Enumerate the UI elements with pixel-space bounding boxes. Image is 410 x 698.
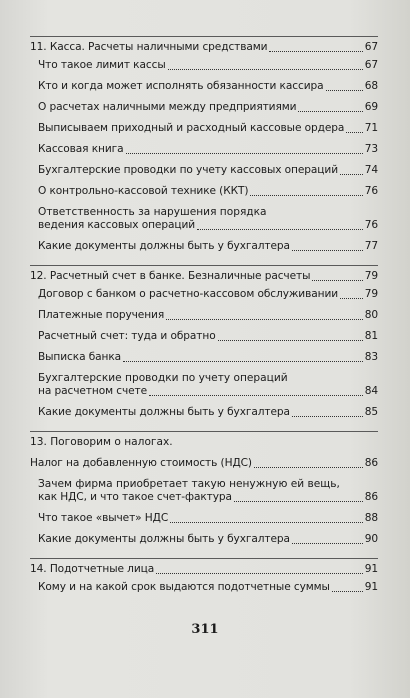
toc-entry[interactable] bbox=[30, 330, 378, 343]
table-of-contents bbox=[30, 36, 378, 602]
entry-title: Какие документы должны быть у бухгалтера bbox=[38, 533, 290, 545]
entry-title: Налог на добавленную стоимость (НДС) bbox=[30, 457, 252, 469]
section-divider bbox=[30, 265, 378, 266]
chapter-11-heading[interactable] bbox=[30, 41, 378, 54]
page-ref: 67 bbox=[364, 41, 378, 53]
page-number: 311 bbox=[191, 622, 219, 637]
entry-title-line2: ведения кассовых операций bbox=[38, 219, 196, 231]
dot-leader bbox=[340, 171, 363, 175]
dot-leader bbox=[312, 277, 362, 281]
toc-entry-main[interactable] bbox=[30, 457, 378, 470]
toc-entry[interactable] bbox=[30, 533, 378, 546]
toc-entry[interactable] bbox=[30, 164, 378, 177]
page-ref: 86 bbox=[364, 491, 378, 503]
entry-title: О контрольно-кассовой технике (ККТ) bbox=[38, 185, 249, 197]
dot-leader bbox=[234, 498, 363, 502]
chapter-12-heading[interactable] bbox=[30, 270, 378, 283]
page-ref: 90 bbox=[364, 533, 378, 545]
entry-title-line1: Бухгалтерские проводки по учету операций bbox=[38, 372, 288, 384]
toc-entry-multiline[interactable] bbox=[30, 478, 378, 504]
dot-leader bbox=[218, 337, 363, 341]
entry-title: Что такое «вычет» НДС bbox=[38, 512, 169, 524]
dot-leader bbox=[292, 247, 363, 251]
page-ref: 91 bbox=[364, 581, 378, 593]
toc-entry[interactable] bbox=[30, 240, 378, 253]
toc-entry[interactable] bbox=[30, 143, 378, 156]
page-ref: 69 bbox=[364, 101, 378, 113]
entry-title-line1: Зачем фирма приобретает такую ненужную ей вещь, bbox=[38, 478, 340, 490]
page-ref: 76 bbox=[364, 185, 378, 197]
dot-leader bbox=[269, 48, 362, 52]
section-divider bbox=[30, 431, 378, 432]
dot-leader bbox=[254, 464, 363, 468]
page-ref: 79 bbox=[364, 270, 378, 282]
dot-leader bbox=[292, 540, 363, 544]
entry-title-line2: на расчетном счете bbox=[38, 385, 148, 397]
toc-entry[interactable] bbox=[30, 59, 378, 72]
page-ref: 71 bbox=[364, 122, 378, 134]
toc-entry-multiline[interactable] bbox=[30, 372, 378, 398]
entry-title: Бухгалтерские проводки по учету кассовых операций bbox=[38, 164, 338, 176]
entry-title: Кто и когда может исполнять обязанности кассира bbox=[38, 80, 324, 92]
entry-title: Платежные поручения bbox=[38, 309, 165, 321]
entry-title-line1: Ответственность за нарушения порядка bbox=[38, 206, 267, 218]
toc-entry[interactable] bbox=[30, 351, 378, 364]
toc-entry[interactable] bbox=[30, 406, 378, 419]
toc-entry-multiline[interactable] bbox=[30, 206, 378, 232]
section-divider bbox=[30, 558, 378, 559]
dot-leader bbox=[168, 66, 363, 70]
page-ref: 76 bbox=[364, 219, 378, 231]
page-ref: 85 bbox=[364, 406, 378, 418]
entry-title: Расчетный счет: туда и обратно bbox=[38, 330, 216, 342]
entry-title: Какие документы должны быть у бухгалтера bbox=[38, 240, 290, 252]
entry-title-line2: как НДС, и что такое счет-фактура bbox=[38, 491, 232, 503]
toc-entry[interactable] bbox=[30, 288, 378, 301]
entry-title: Кому и на какой срок выдаются подотчетные суммы bbox=[38, 581, 330, 593]
toc-entry[interactable] bbox=[30, 309, 378, 322]
chapter-title: 12. Расчетный счет в банке. Безналичные расчеты bbox=[30, 270, 311, 282]
entry-title: О расчетах наличными между предприятиями bbox=[38, 101, 297, 113]
chapter-title: 11. Касса. Расчеты наличными средствами bbox=[30, 41, 268, 53]
toc-entry[interactable] bbox=[30, 80, 378, 93]
entry-title: Что такое лимит кассы bbox=[38, 59, 166, 71]
dot-leader bbox=[149, 392, 363, 396]
page-ref: 83 bbox=[364, 351, 378, 363]
dot-leader bbox=[292, 413, 363, 417]
toc-entry[interactable] bbox=[30, 512, 378, 525]
dot-leader bbox=[123, 358, 363, 362]
chapter-13-heading[interactable]: 13. Поговорим о налогах. bbox=[30, 436, 173, 448]
dot-leader bbox=[326, 87, 363, 91]
chapter-14-heading[interactable] bbox=[30, 563, 378, 576]
page-ref: 79 bbox=[364, 288, 378, 300]
page-ref: 74 bbox=[364, 164, 378, 176]
page-ref: 88 bbox=[364, 512, 378, 524]
dot-leader bbox=[340, 295, 363, 299]
dot-leader bbox=[126, 150, 363, 154]
page-ref: 81 bbox=[364, 330, 378, 342]
toc-entry[interactable] bbox=[30, 122, 378, 135]
page-ref: 73 bbox=[364, 143, 378, 155]
dot-leader bbox=[156, 570, 363, 574]
entry-title-line2-row bbox=[30, 219, 378, 232]
toc-entry[interactable] bbox=[30, 101, 378, 114]
dot-leader bbox=[250, 192, 362, 196]
entry-title: Выписываем приходный и расходный кассовые ордера bbox=[38, 122, 345, 134]
page-ref: 84 bbox=[364, 385, 378, 397]
page-ref: 67 bbox=[364, 59, 378, 71]
page-ref: 68 bbox=[364, 80, 378, 92]
dot-leader bbox=[166, 316, 363, 320]
entry-title: Выписка банка bbox=[38, 351, 122, 363]
page-ref: 80 bbox=[364, 309, 378, 321]
dot-leader bbox=[332, 588, 363, 592]
toc-entry[interactable] bbox=[30, 581, 378, 594]
dot-leader bbox=[197, 226, 363, 230]
dot-leader bbox=[298, 108, 362, 112]
entry-title-line2-row bbox=[30, 491, 378, 504]
chapter-title: 14. Подотчетные лица bbox=[30, 563, 155, 575]
page-ref: 91 bbox=[364, 563, 378, 575]
entry-title: Какие документы должны быть у бухгалтера bbox=[38, 406, 290, 418]
entry-title: Кассовая книга bbox=[38, 143, 124, 155]
dot-leader bbox=[170, 519, 363, 523]
section-divider bbox=[30, 36, 378, 37]
entry-title-line2-row bbox=[30, 385, 378, 398]
page-ref: 86 bbox=[364, 457, 378, 469]
entry-title: Договор с банком о расчетно-кассовом обслуживании bbox=[38, 288, 339, 300]
dot-leader bbox=[346, 129, 362, 133]
page-ref: 77 bbox=[364, 240, 378, 252]
toc-entry[interactable] bbox=[30, 185, 378, 198]
